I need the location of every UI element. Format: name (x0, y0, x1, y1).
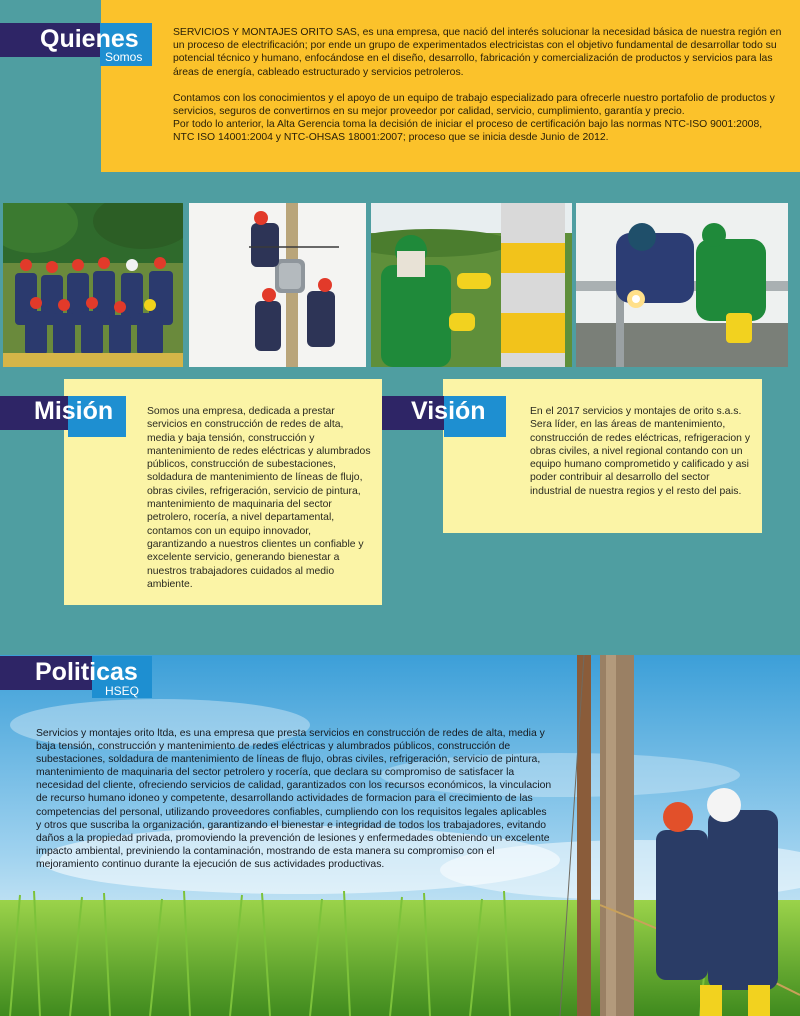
vision-text: En el 2017 servicios y montajes de orito s.a.s. Sera líder, en las áreas de mantenimiento, construcción de redes eléctricas, refrigeracion y obras civiles, a nivel regional contando con un equipo humano comprometido y calificado y asi poder contribuir al desarrollo del sector industrial de nuestra regios y el resto del pais. (530, 406, 751, 497)
about-text (173, 26, 783, 158)
about-paragraph-3: Por todo lo anterior, la Alta Gerencia toma la decisión de iniciar el proceso de certificación bajo las normas NTC-ISO 9001:2008, NTC ISO 14001:2004 y NTC-OHSAS 18001:2007; proceso que se inicia desde Junio de 2012. (173, 119, 763, 144)
about-paragraph-1: SERVICIOS Y MONTAJES ORITO SAS, es una empresa, que nació del interés solucionar la necesidad básica de nuestra región en un proceso de electrificación; por ende un grupo de experimentados electricistas con el objetivo fundamental de desarrollar todo su potencial técnico y humano, enfocándose en el diseño, desarrollo, fabricación y comercialización de productos y servicios para las áreas de energía, cableado estructurado y servicios petroleros. (173, 27, 782, 78)
photo-welders (576, 203, 788, 367)
about-title: Quienes (40, 25, 139, 53)
mission-title: Misión (34, 397, 114, 425)
mission-text: Somos una empresa, dedicada a prestar servicios en construcción de redes de alta, media y baja tensión, construcción y mantenimiento de redes eléctricas y alumbrados públicos, construcción de subestaciones, soldadura de mantenimiento de líneas de flujo, obras civiles, refrigeración, servicio de pintura, mantenimiento de maquinaria del sector petrolero, rocería, a nivel departamental, contamos con un equipo innovador, garantizando a nuestros clientes un confiable y excelente servicio, generando bienestar a nuestros trabajadores cuidados al medio ambiente. (147, 406, 371, 590)
photo-crew (3, 203, 183, 367)
about-subtitle: Somos (105, 50, 143, 64)
photo-pole-painter (371, 203, 572, 367)
policies-title: Politicas (35, 658, 138, 686)
photo-pole-linemen (189, 203, 366, 367)
policies-text: Servicios y montajes orito ltda, es una empresa que presta servicios en construcción de redes de alta, media y baja tensión, construcción y mantenimiento de redes eléctricas y alumbrados públicos, construcción de subestaciones, soldadura de mantenimiento de líneas de flujo, obras civiles, refrigeración, servicio de pintura, mantenimiento de maquinaria del sector petrolero y rocería, que declara su compromiso de satisfacer la necesidad del cliente, ofreciendo servicios de calidad, garantizados con los recursos económicos, la vinculacion de recurso humano idoneo y competente, desarrollando actividades de formacion para el crecimiento de las competencias del personal, utilizando proveedores confiables, cumpliendo con los requisitos legales aplicables y otros que suscriba la organización, garantizando el bienestar e integridad de todos los trabajadores, evitando daños a la propiedad privada, promoviendo la prevención de lesiones y enfermedades obteniendo un excelente impacto ambiental, previniendo la contaminación, mostrando de esta manera su compromiso con el mejoramiento continuo durante la ejecución de sus actividades productivas. (36, 728, 552, 870)
vision-title: Visión (411, 397, 486, 425)
about-paragraph-2: Contamos con los conocimientos y el apoyo de un equipo de trabajo especializado para ofrecerle nuestro portafolio de productos y servicios, seguros de convertirnos en su mejor proveedor por calidad, servicio, cumplimiento, garantía y precio. (173, 92, 775, 118)
policies-subtitle: HSEQ (105, 684, 140, 698)
